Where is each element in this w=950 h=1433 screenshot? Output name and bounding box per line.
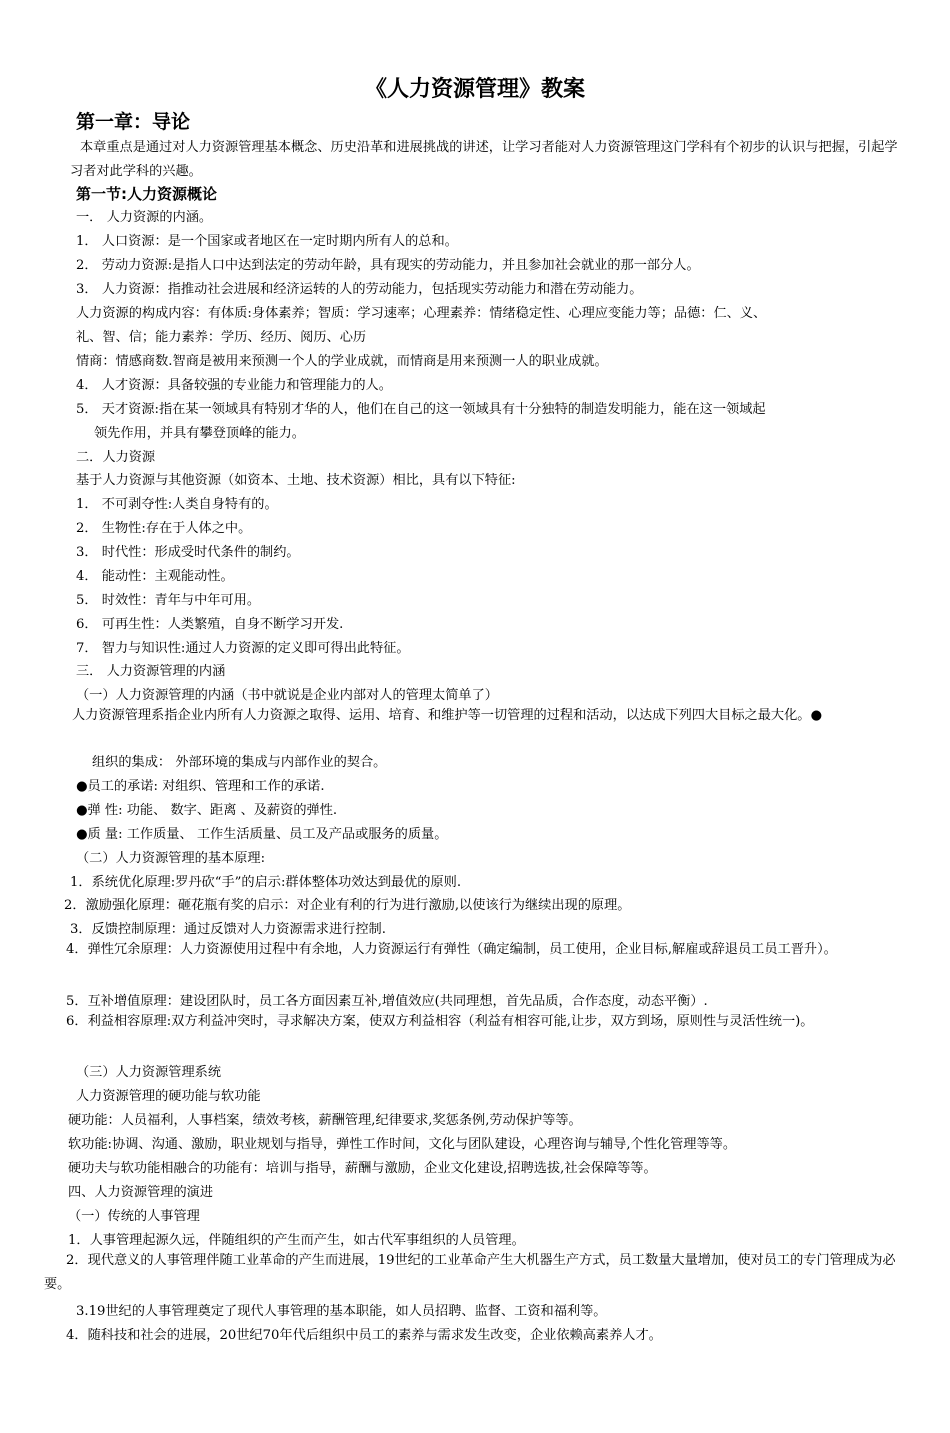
text-line: 组织的集成： 外部环境的集成与内部作业的契合。 <box>92 755 387 770</box>
document-title: 《人力资源管理》教案 <box>364 77 585 102</box>
text-line: 领先作用，并具有攀登顶峰的能力。 <box>94 426 305 441</box>
text-line: 2． 生物性:存在于人体之中。 <box>76 521 252 536</box>
text-line: 5．互补增值原理：建设团队时，员工各方面因素互补,增值效应(共同理想，首先品质，合作态度，动态平衡）. <box>66 994 708 1009</box>
text-line: 4． 能动性：主观能动性。 <box>76 569 234 584</box>
text-line: 软功能:协调、沟通、激励，职业规划与指导，弹性工作时间，文化与团队建设，心理咨询与辅导,个性化管理等等。 <box>68 1137 737 1152</box>
text-line: 1．系统优化原理:罗丹砍“手”的启示:群体整体功效达到最优的原则. <box>70 875 462 890</box>
text-line: 二．人力资源 <box>76 450 156 465</box>
principle-4-paragraph: 4．弹性冗余原理：人力资源使用过程中有余地，人力资源运行有弹性（确定编制，员工使用，企业目标,解雇或辞退员工员工晋升）。 <box>66 942 837 957</box>
text-line: （二）人力资源管理的基本原理: <box>76 851 266 866</box>
text-line: （一）传统的人事管理 <box>68 1209 200 1224</box>
text-line: 6． 可再生性：人类繁殖，自身不断学习开发. <box>76 617 344 632</box>
text-line: （一）人力资源管理的内涵（书中就说是企业内部对人的管理太简单了） <box>76 688 498 703</box>
text-line: 一． 人力资源的内涵。 <box>76 210 213 225</box>
text-line: 4． 人才资源：具备较强的专业能力和管理能力的人。 <box>76 378 392 393</box>
text-line: 三． 人力资源管理的内涵 <box>76 664 226 679</box>
text-line: 情商：情感商数.智商是被用来预测一个人的学业成就，而情商是用来预测一人的职业成就。 <box>76 354 608 369</box>
text-line: 1． 人口资源：是一个国家或者地区在一定时期内所有人的总和。 <box>76 234 458 249</box>
text-line: （三）人力资源管理系统 <box>76 1065 222 1080</box>
principle-6-paragraph: 6．利益相容原理:双方利益冲突时，寻求解决方案，使双方利益相容（利益有相容可能,让步，双方到场，原则性与灵活性统一)。 <box>66 1014 814 1029</box>
text-line: 3． 时代性：形成受时代条件的制约。 <box>76 545 300 560</box>
text-line: 硬功夫与软功能相融合的功能有：培训与指导，薪酬与激励，企业文化建设,招聘选拔,社会保障等等。 <box>68 1161 657 1176</box>
text-line: 7． 智力与知识性:通过人力资源的定义即可得出此特征。 <box>76 641 410 656</box>
text-line: ●弹 性: 功能、 数字、距离 、及薪资的弹性. <box>76 803 338 818</box>
text-line: 1． 不可剥夺性:人类自身特有的。 <box>76 497 278 512</box>
text-line: 3.19世纪的人事管理奠定了现代人事管理的基本职能，如人员招聘、监督、工资和福利等。 <box>76 1304 607 1319</box>
chapter-heading: 第一章：导论 <box>76 111 191 133</box>
text-line: 礼、智、信；能力素养：学历、经历、阅历、心历 <box>76 330 367 345</box>
text-line: 3．反馈控制原理：通过反馈对人力资源需求进行控制. <box>70 922 386 937</box>
text-line: 四、人力资源管理的演进 <box>68 1185 214 1200</box>
text-line: 1．人事管理起源久远，伴随组织的产生而产生，如古代军事组织的人员管理。 <box>68 1233 525 1248</box>
text-line: 2． 劳动力资源:是指人口中达到法定的劳动年龄，具有现实的劳动能力，并且参加社会就业的那一部分人。 <box>76 258 700 273</box>
text-line: 4．随科技和社会的进展，20世纪70年代后组织中员工的素养与需求发生改变，企业依赖高素养人才。 <box>66 1328 662 1343</box>
text-line: 人力资源管理的硬功能与软功能 <box>76 1089 261 1104</box>
text-line: 2．激励强化原理：砸花瓶有奖的启示：对企业有利的行为进行激励,以使该行为继续出现的原理。 <box>64 898 631 913</box>
hrm-goal-paragraph: 人力资源管理系指企业内所有人力资源之取得、运用、培育、和维护等一切管理的过程和活动，以达成下列四大目标之最大化。● <box>72 708 823 723</box>
text-line: 人力资源的构成内容：有体质:身体素养；智质：学习速率；心理素养：情绪稳定性、心理应变能力等；品德：仁、义、 <box>76 306 767 321</box>
evolution-2-paragraph: 2．现代意义的人事管理伴随工业革命的产生而进展，19世纪的工业革命产生大机器生产方式，员工数量大量增加，使对员工的专门管理成为必要。 <box>44 1253 896 1292</box>
text-line: ●质 量: 工作质量、 工作生活质量、员工及产品或服务的质量。 <box>76 827 448 842</box>
text-line: 5． 天才资源:指在某一领域具有特别才华的人，他们在自己的这一领域具有十分独特的制造发明能力，能在这一领域起 <box>76 402 766 417</box>
text-line: 3． 人力资源：指推动社会进展和经济运转的人的劳动能力，包括现实劳动能力和潜在劳动能力。 <box>76 282 643 297</box>
text-line: 基于人力资源与其他资源（如资本、土地、技术资源）相比，具有以下特征: <box>76 473 516 488</box>
section-heading: 第一节:人力资源概论 <box>76 185 217 203</box>
text-line: 硬功能：人员福利，人事档案，绩效考核，薪酬管理,纪律要求,奖惩条例,劳动保护等等。 <box>68 1113 582 1128</box>
text-line: 5． 时效性：青年与中年可用。 <box>76 593 261 608</box>
chapter-intro: 本章重点是通过对人力资源管理基本概念、历史沿革和进展挑战的讲述，让学习者能对人力资源管理这门学科有个初步的认识与把握，引起学习者对此学科的兴趣。 <box>70 140 898 179</box>
text-line: ●员工的承诺: 对组织、管理和工作的承诺. <box>76 779 325 794</box>
